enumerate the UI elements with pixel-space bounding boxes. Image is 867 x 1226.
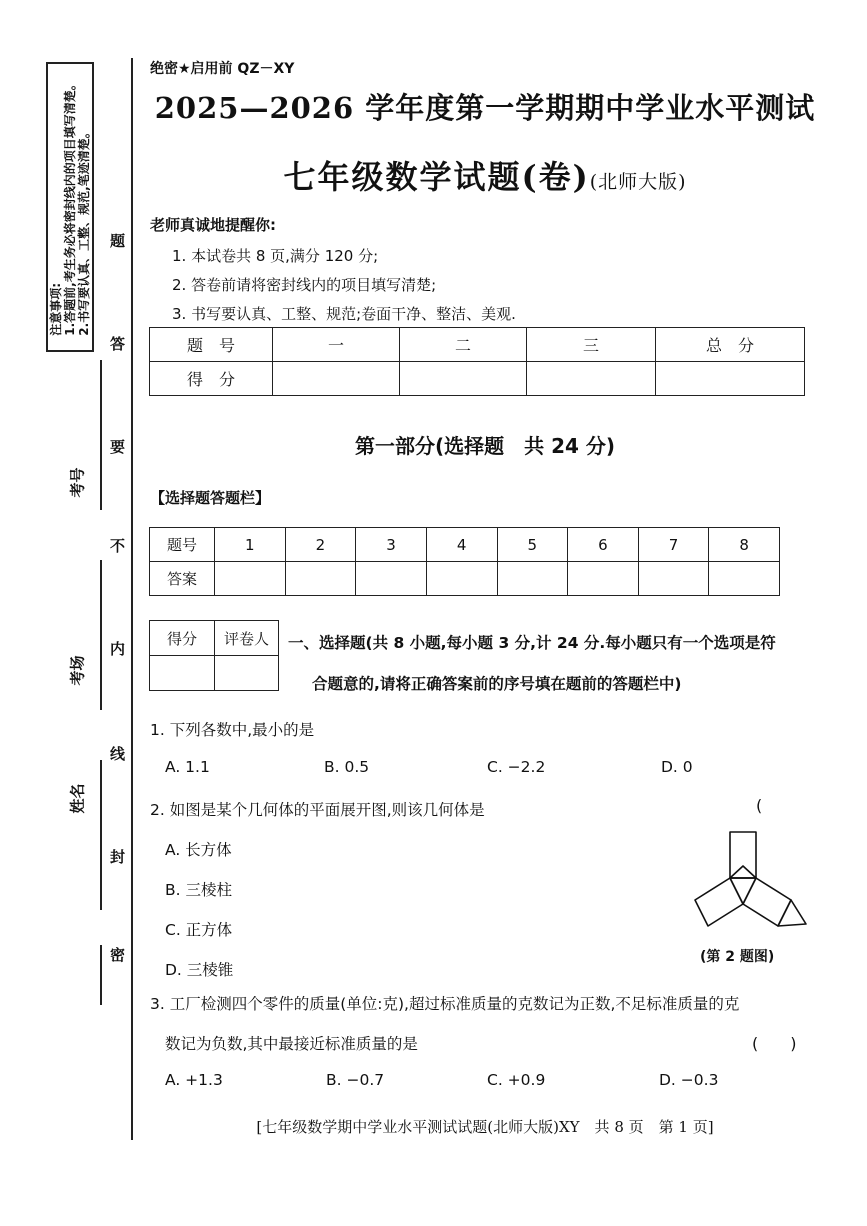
class-field[interactable] [100,945,102,1005]
grader-score-label: 得分 [150,621,215,656]
seal-line [131,58,133,1140]
q2-option-a[interactable]: A. 长方体 [165,841,232,859]
seal-char: 封 [110,848,126,866]
net-top-triangle [730,866,756,878]
q1-option-a[interactable]: A. 1.1 [165,758,210,776]
section-instructions [288,623,808,705]
grader-score-cell[interactable] [150,656,215,691]
page-footer: [七年级数学期中学业水平测试试题(北师大版)XY 共 8 页 第 1 页] [256,1118,714,1136]
score-cell[interactable] [400,362,527,396]
grader-name-cell[interactable] [215,656,279,691]
seal-char: 线 [110,745,126,763]
reminder-item: 3. 书写要认真、工整、规范;卷面干净、整洁、美观. [172,305,516,323]
q2-option-b[interactable]: B. 三棱柱 [165,881,232,899]
reminder-item: 1. 本试卷共 8 页,满分 120 分; [172,247,379,265]
notice-item-2: 2.书写要认真、工整、规范,笔迹清楚。 [77,126,91,336]
secret-mark: 绝密★启用前 QZ－XY [150,61,295,77]
score-table [149,327,805,396]
q1-option-c[interactable]: C. −2.2 [487,758,546,776]
answer-cell[interactable] [426,562,497,596]
question-number-cell: 8 [709,528,780,562]
score-header-cell: 总 分 [656,328,805,362]
question-number-cell: 7 [638,528,709,562]
prism-net-figure [688,826,812,938]
notice-item-1: 1.答题前,考生务必将密封线内的项目填写清楚。 [63,78,77,336]
notice-box [46,62,94,352]
q2-option-c[interactable]: C. 正方体 [165,921,233,939]
section-instructions-line: 一、选择题(共 8 小题,每小题 3 分,计 24 分.每小题只有一个选项是符 [288,634,776,652]
q3-answer-bracket[interactable]: ( ) [752,1034,797,1053]
q1-option-b[interactable]: B. 0.5 [324,758,370,776]
figure-caption: (第 2 题图) [700,949,775,965]
net-left-rectangle [695,878,743,926]
question-number-cell: 4 [426,528,497,562]
q2-answer-bracket[interactable]: ( [756,796,763,815]
question-number-cell: 1 [215,528,286,562]
question-number-cell: 3 [356,528,427,562]
q3-option-b[interactable]: B. −0.7 [326,1071,385,1089]
name-label: 姓名 [68,783,87,814]
q2-option-d[interactable]: D. 三棱锥 [165,961,234,979]
section-instructions-line: 合题意的,请将正确答案前的序号填在题前的答题栏中) [312,675,682,693]
question-number-cell: 5 [497,528,568,562]
net-right-rectangle [743,878,791,926]
answer-cell[interactable] [285,562,356,596]
seal-char: 答 [110,335,126,353]
answer-cell[interactable] [497,562,568,596]
paper-title [140,152,830,198]
reminder-intro: 老师真诚地提醒你: [150,216,276,234]
answer-table [149,527,780,596]
q3-option-c[interactable]: C. +0.9 [487,1071,546,1089]
seal-char: 内 [110,640,126,658]
part-title: 第一部分(选择题 共 24 分) [354,434,616,458]
exam-no-field[interactable] [100,360,102,510]
question-number-cell: 2 [285,528,356,562]
exam-room-field[interactable] [100,560,102,710]
seal-char: 要 [110,438,126,456]
score-cell[interactable] [273,362,400,396]
reminder-list [172,242,516,329]
net-right-triangle [778,900,806,926]
answer-header-label: 题号 [150,528,215,562]
answer-bar-label: 【选择题答题栏】 [150,489,271,507]
answer-cell[interactable] [568,562,639,596]
score-header-cell: 一 [273,328,400,362]
score-header-cell: 题 号 [150,328,273,362]
seal-char: 密 [110,946,126,964]
grader-table [149,620,279,691]
net-center-triangle [730,878,756,904]
question-1-stem: 1. 下列各数中,最小的是 [150,721,315,739]
seal-char: 题 [110,232,126,250]
name-field[interactable] [100,760,102,910]
reminder-item: 2. 答卷前请将密封线内的项目填写清楚; [172,276,437,294]
notice-text [49,78,91,335]
score-row-label: 得 分 [150,362,273,396]
question-3-stem-line2: 数记为负数,其中最接近标准质量的是 [165,1035,418,1053]
answer-cell[interactable] [215,562,286,596]
score-header-cell: 二 [400,328,527,362]
score-header-cell: 三 [527,328,656,362]
q1-option-d[interactable]: D. 0 [661,758,693,776]
score-cell[interactable] [656,362,805,396]
seal-char: 不 [110,537,126,555]
answer-cell[interactable] [709,562,780,596]
exam-room-label: 考场 [68,655,87,686]
edition-label: (北师大版) [589,171,687,193]
answer-cell[interactable] [638,562,709,596]
question-number-cell: 6 [568,528,639,562]
q3-option-a[interactable]: A. +1.3 [165,1071,223,1089]
score-cell[interactable] [527,362,656,396]
exam-title: 2025—2026 学年度第一学期期中学业水平测试 [154,91,816,125]
notice-title: 注意事项: [49,282,63,336]
net-top-rectangle [730,832,756,878]
question-3-stem-line1: 3. 工厂检测四个零件的质量(单位:克),超过标准质量的克数记为正数,不足标准质量的克 [150,995,740,1013]
paper-title-text: 七年级数学试题(卷) [283,158,590,196]
q3-option-d[interactable]: D. −0.3 [659,1071,719,1089]
question-2-stem: 2. 如图是某个几何体的平面展开图,则该几何体是 [150,801,485,819]
answer-cell[interactable] [356,562,427,596]
exam-no-label: 考号 [68,467,87,498]
answer-row-label: 答案 [150,562,215,596]
grader-label: 评卷人 [215,621,279,656]
